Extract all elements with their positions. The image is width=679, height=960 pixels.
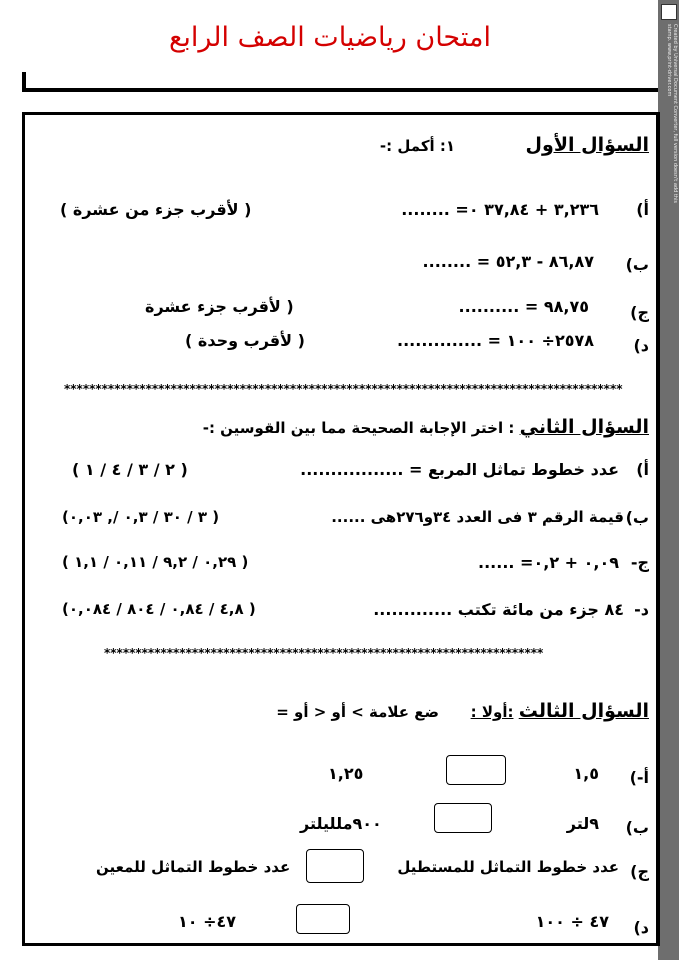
q2-item-b-options: ( ٣ / ٣٠ / ٠,٣ /, ٠,٠٣): [62, 508, 220, 526]
q3-sub: :أولا :: [470, 703, 514, 721]
q1-item-d-expr: ٢٥٧٨÷ ١٠٠ = ..............: [397, 331, 594, 350]
q3-item-c-right: عدد خطوط التماثل للمعين: [96, 858, 291, 876]
q1-item-a-note: ( لأقرب جزء من عشرة ): [60, 200, 252, 219]
q1-item-d-letter: د): [633, 336, 649, 355]
q2-item-d-letter: د-: [634, 600, 649, 619]
q3-item-c-left: عدد خطوط التماثل للمستطيل: [397, 858, 619, 876]
q2-item-b-text: قيمة الرقم ٣ فى العدد ٣٤و٢٧٦هى ......: [331, 508, 624, 526]
page-title: امتحان رياضيات الصف الرابع: [169, 22, 491, 53]
separator-stars-2: **********************************************************************: [104, 646, 544, 660]
q3-instruction: ضع علامة > أو < أو =: [276, 703, 439, 721]
q2-item-c-text: ٠,٠٩ + ٠,٢= ......: [478, 553, 619, 572]
q3-item-c-answer-box[interactable]: [306, 849, 364, 883]
q3-item-d-letter: د): [633, 918, 649, 937]
q2-item-a-options: ( ٢ / ٣ / ٤ / ١ ): [72, 460, 188, 479]
q3-item-a-left: ١,٥: [573, 764, 599, 783]
q1-instruction: ١: أكمل :-: [379, 137, 456, 155]
q2-item-c-letter: ج-: [630, 553, 649, 572]
q1-item-a-expr: ٣,٢٣٦ + ٣٧,٨٤ ٠= ........: [401, 200, 599, 219]
q2-item-a-letter: أ): [636, 460, 649, 479]
q3-item-d-left: ٤٧ ÷ ١٠٠: [535, 912, 609, 931]
q3-item-d-right: ٤٧÷ ١٠: [178, 912, 237, 931]
q1-item-c-note: ( لأقرب جزء عشرة: [145, 297, 294, 316]
q3-item-c-letter: ج): [630, 862, 649, 881]
q3-item-a-letter: أ-): [629, 768, 649, 787]
q3-header: [471, 700, 649, 722]
q2-header: [203, 416, 649, 438]
q2-heading: السؤال الثاني: [519, 416, 649, 438]
q3-item-d-answer-box[interactable]: [296, 904, 350, 934]
q1-item-b-expr: ٨٦,٨٧ - ٥٢,٣ = ........: [422, 252, 594, 271]
q3-item-b-answer-box[interactable]: [434, 803, 492, 833]
q2-instruction: : اختر الإجابة الصحيحة مما بين القوسين :-: [202, 419, 515, 437]
q3-item-a-answer-box[interactable]: [446, 755, 506, 785]
q3-heading: السؤال الثالث: [518, 700, 649, 722]
q2-item-d-text: ٨٤ جزء من مائة تكتب .............: [373, 600, 624, 619]
q3-item-b-right: ٩٠٠ملليلتر: [300, 814, 382, 833]
top-divider: [22, 88, 658, 92]
q2-item-c-options: ( ٠,٢٩ / ٩,٢ / ٠,١١ / ١,١ ): [62, 553, 249, 571]
q1-item-c-letter: ج): [630, 303, 649, 322]
q1-heading: السؤال الأول: [525, 134, 649, 156]
converter-stamp-text: Created by Universal Document Converter, full version doesn't add this stamp. www.print-driver.com: [666, 24, 678, 203]
q3-item-a-right: ١,٢٥: [328, 764, 364, 783]
q1-item-d-note: ( لأقرب وحدة ): [185, 331, 305, 350]
q2-item-a-text: عدد خطوط تماثل المربع = .................: [300, 460, 619, 479]
q2-item-b-letter: ب): [625, 508, 649, 527]
separator-stars-1: *****************************************************************************************: [64, 382, 623, 396]
q1-header: [380, 134, 649, 156]
q1-item-a-letter: أ): [636, 200, 649, 219]
q2-item-d-options: ( ٤,٨ / ٠,٨٤ / ٨٠٤ / ٠,٠٨٤): [62, 600, 256, 618]
converter-logo-icon: [661, 4, 677, 20]
q1-item-b-letter: ب): [625, 255, 649, 274]
q3-item-b-left: ٩لتر: [566, 814, 599, 833]
q3-item-b-letter: ب): [625, 818, 649, 837]
q1-item-c-expr: ٩٨,٧٥ = ..........: [458, 297, 589, 316]
